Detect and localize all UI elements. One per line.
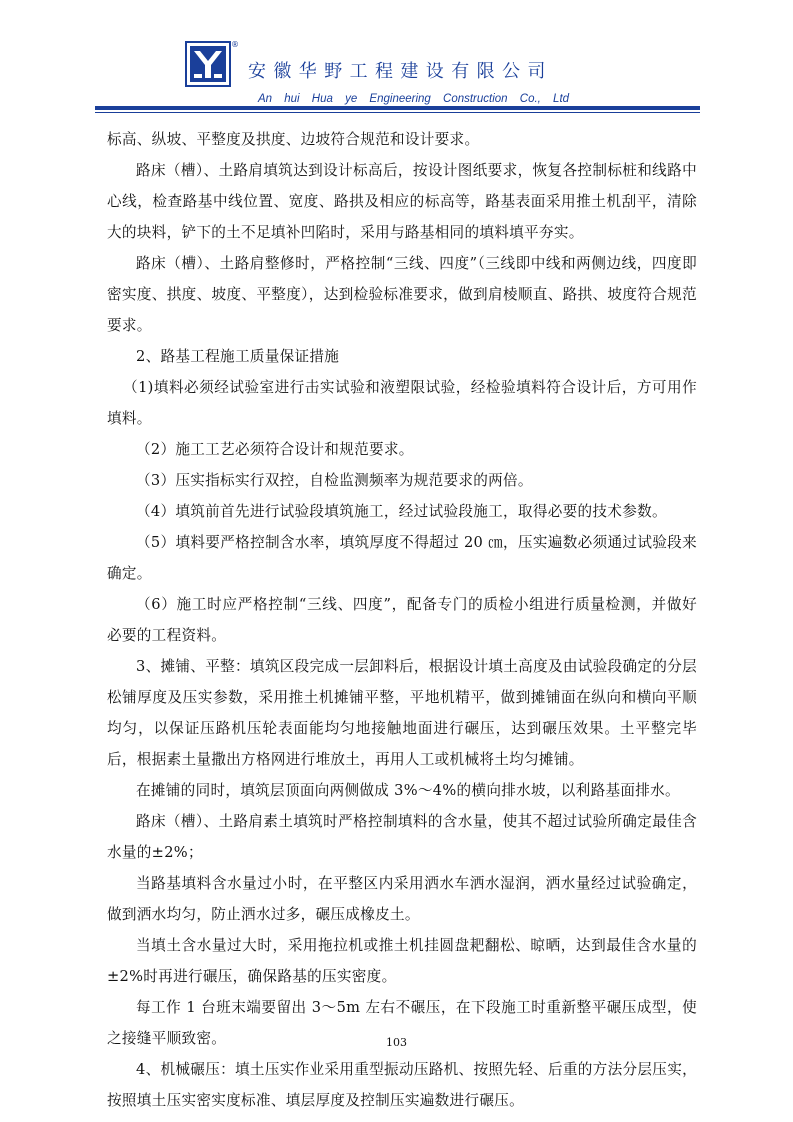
letterhead bbox=[0, 0, 793, 130]
list-item: （4）填筑前首先进行试验段填筑施工，经过试验段施工，取得必要的技术参数。 bbox=[136, 503, 667, 520]
company-name-chinese: 安徽华野工程建设有限公司 bbox=[248, 61, 553, 82]
paragraph: 当填土含水量过大时，采用拖拉机或推土机挂圆盘耙翻松、晾晒，达到最佳含水量的±2%时再进行碾压，确保路基的压实密度。 bbox=[107, 937, 697, 985]
section-paragraph: 3、摊铺、平整：填筑区段完成一层卸料后，根据设计填土高度及由试验段确定的分层松铺厚度及压实参数，采用推土机摊铺平整，平地机精平，做到摊铺面在纵向和横向平顺均匀，以保证压路机压轮表面能均匀地接触地面进行碾压，达到碾压效果。土平整完毕后，根据素土量撒出方格网进行堆放土，再用人工或机械将土均匀摊铺。 bbox=[107, 658, 697, 768]
paragraph: 每工作 1 台班末端要留出 3～5m 左右不碾压，在下段施工时重新整平碾压成型，使之接缝平顺致密。 bbox=[107, 999, 697, 1047]
paragraph: 路床（槽）、土路肩素土填筑时严格控制填料的含水量，使其不超过试验所确定最佳含水量的±2%； bbox=[107, 813, 697, 861]
paragraph: 路床（槽）、土路肩填筑达到设计标高后，按设计图纸要求，恢复各控制标桩和线路中心线，检查路基中线位置、宽度、路拱及相应的标高等，路基表面采用推土机刮平，清除大的块料，铲下的土不足填补凹陷时，采用与路基相同的填料填平夯实。 bbox=[107, 162, 697, 241]
header-rule-thin bbox=[95, 112, 700, 113]
company-logo-icon bbox=[185, 41, 231, 87]
company-name-english: An hui Hua ye Engineering Construction Co., Ltd bbox=[258, 93, 570, 105]
section-paragraph: 4、机械碾压：填土压实作业采用重型振动压路机、按照先轻、后重的方法分层压实，按照填土压实密实度标准、填层厚度及控制压实遍数进行碾压。 bbox=[107, 1061, 697, 1109]
paragraph: 路床（槽）、土路肩整修时，严格控制“三线、四度”（三线即中线和两侧边线，四度即密实度、拱度、坡度、平整度），达到检验标准要求，做到肩棱顺直、路拱、坡度符合规范要求。 bbox=[107, 255, 697, 334]
document-body bbox=[107, 124, 697, 1116]
paragraph: 当路基填料含水量过小时，在平整区内采用洒水车洒水湿润，洒水量经过试验确定，做到洒水均匀，防止洒水过多，碾压成橡皮土。 bbox=[107, 875, 697, 923]
list-item: （3）压实指标实行双控，自检监测频率为规范要求的两倍。 bbox=[136, 472, 533, 489]
paragraph: 在摊铺的同时，填筑层顶面向两侧做成 3%～4%的横向排水坡，以利路基面排水。 bbox=[136, 782, 680, 799]
header-rule-thick bbox=[95, 106, 700, 110]
list-item: （2）施工工艺必须符合设计和规范要求。 bbox=[136, 441, 414, 458]
list-item: （5）填料要严格控制含水率，填筑厚度不得超过 20 ㎝，压实遍数必须通过试验段来确定。 bbox=[107, 534, 697, 582]
section-heading: 2、路基工程施工质量保证措施 bbox=[136, 348, 340, 365]
paragraph: 标高、纵坡、平整度及拱度、边坡符合规范和设计要求。 bbox=[107, 131, 480, 148]
page-number: 103 bbox=[386, 1036, 407, 1049]
list-item: （1)填料必须经试验室进行击实试验和液塑限试验，经检验填料符合设计后，方可用作填料。 bbox=[107, 379, 697, 427]
registered-mark: ® bbox=[231, 40, 239, 49]
list-item: （6）施工时应严格控制“三线、四度”，配备专门的质检小组进行质量检测，并做好必要的工程资料。 bbox=[107, 596, 697, 644]
